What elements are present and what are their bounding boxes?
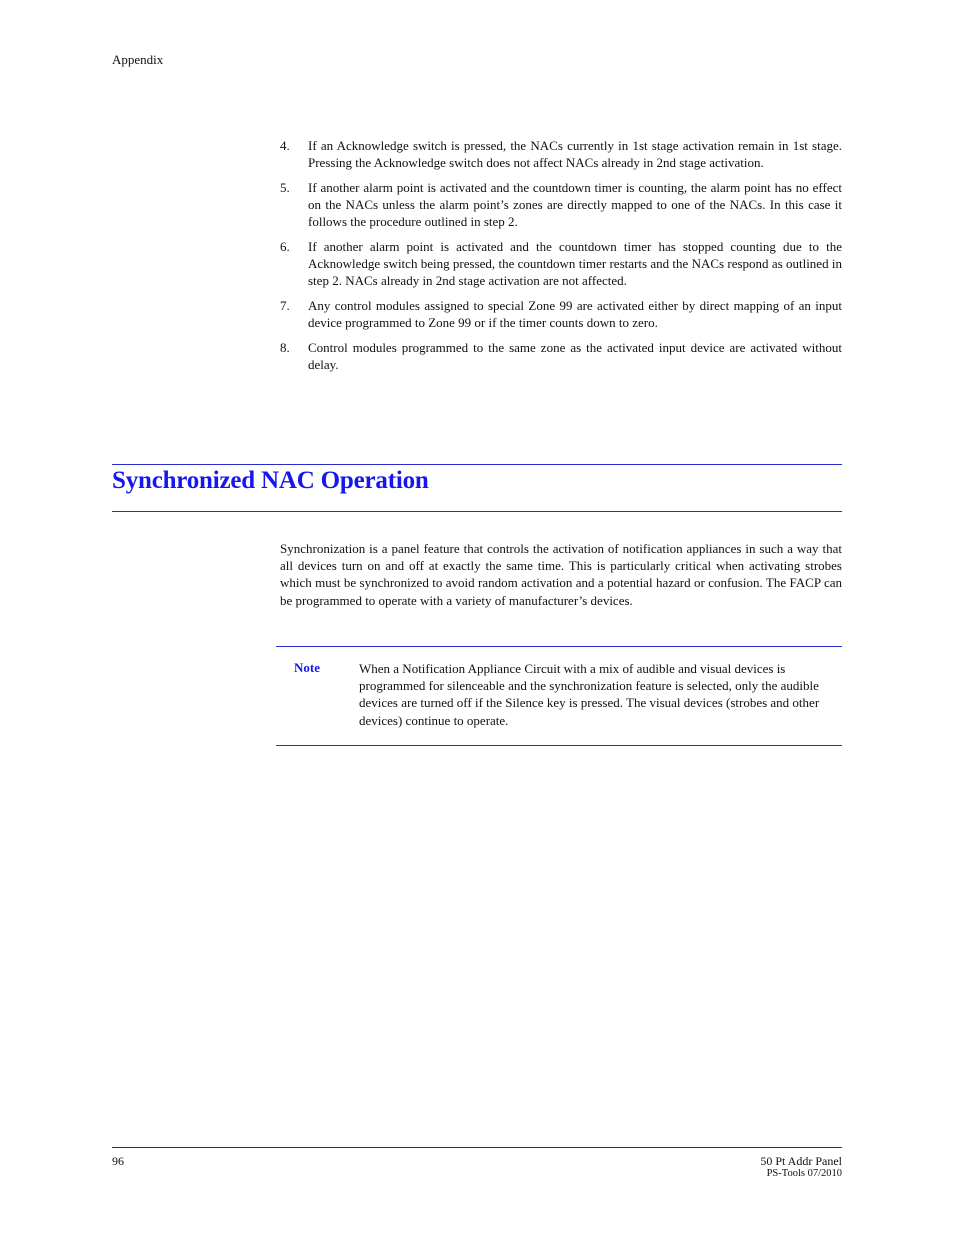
section-intro-paragraph: Synchronization is a panel feature that controls the activation of notification appliances in such a way that all devices turn on and off at exactly the same time. This is particularly critical when activating strobes which must be synchronized to avoid random activation and a potential hazard or confusion. The FACP can be programmed to operate with a variety of manufacturer’s devices. <box>280 541 842 608</box>
step-number: 4. <box>280 138 290 153</box>
note-text: When a Notification Appliance Circuit with a mix of audible and visual devices is programmed for silenceable and the synchronization feature is selected, only the audible devices are turned off if the Silence key is pressed. The visual devices (strobes and other devices) continue to operate. <box>359 661 820 728</box>
footer-document-info <box>760 1154 842 1180</box>
procedure-step <box>280 179 842 231</box>
step-text: Any control modules assigned to special Zone 99 are activated either by direct mapping of an input device programmed to Zone 99 or if the timer counts down to zero. <box>308 298 842 331</box>
running-header: Appendix <box>112 52 164 67</box>
footer-edition: PS-Tools 07/2010 <box>766 1168 842 1179</box>
procedure-step <box>280 297 842 331</box>
step-text: If another alarm point is activated and the countdown timer has stopped counting due to the Acknowledge switch being pressed, the countdown timer restarts and the NACs respond as outlined in step 2. NACs already in 2nd stage activation are not affected. <box>308 239 842 289</box>
step-number: 5. <box>280 179 290 195</box>
step-text: If another alarm point is activated and the countdown timer is counting, the alarm point has no effect on the NACs unless the alarm point’s zones are directly mapped to one of the NACs. In this case it follows the procedure outlined in step 2. <box>308 179 842 230</box>
procedure-step <box>280 339 842 373</box>
note-label: Note <box>294 660 320 675</box>
section-bottom-rule <box>112 511 842 512</box>
procedure-step-list <box>280 137 842 381</box>
page-number: 96 <box>112 1154 124 1168</box>
note-top-rule <box>276 646 842 647</box>
step-number: 6. <box>280 239 290 255</box>
step-text: Control modules programmed to the same zone as the activated input device are activated without delay. <box>308 340 842 373</box>
footer-product-name: 50 Pt Addr Panel <box>760 1154 842 1168</box>
section-title: Synchronized NAC Operation <box>112 467 429 494</box>
note-bottom-rule <box>276 745 842 746</box>
step-text: If an Acknowledge switch is pressed, the NACs currently in 1st stage activation remain in 1st stage. Pressing the Acknowledge switch does not affect NACs already in 2nd stage activation. <box>308 138 842 171</box>
procedure-step <box>280 238 842 290</box>
section-top-rule <box>112 464 842 465</box>
footer-rule <box>112 1147 842 1148</box>
step-number: 8. <box>280 340 290 356</box>
procedure-step <box>280 137 842 171</box>
step-number: 7. <box>280 298 290 314</box>
